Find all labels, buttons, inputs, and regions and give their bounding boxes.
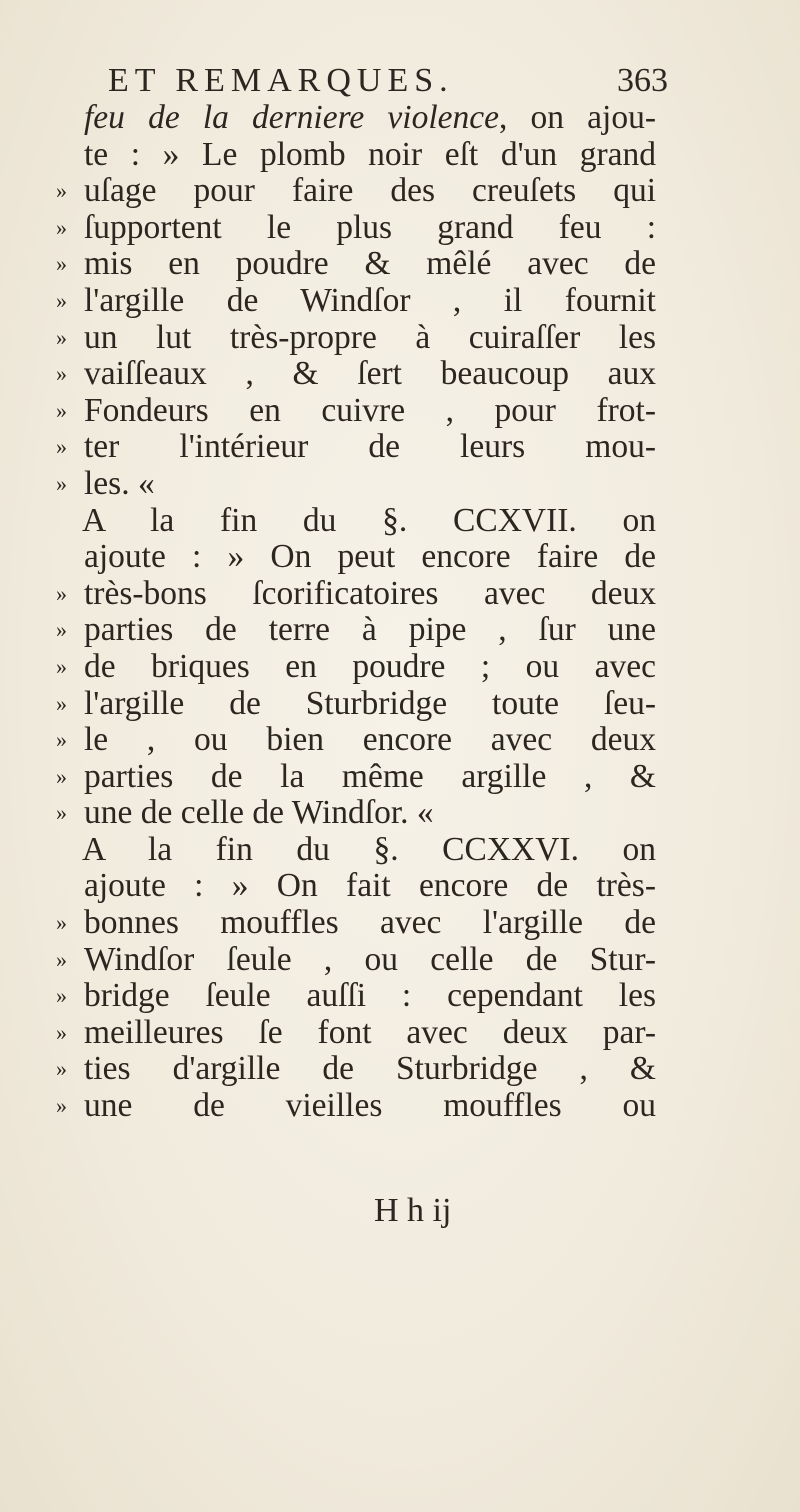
quote-mark — [56, 100, 84, 137]
text-line — [56, 320, 656, 357]
text-line — [56, 429, 656, 466]
text-line — [56, 612, 656, 649]
signature-mark: H h ij — [374, 1192, 452, 1229]
quote-mark: » — [56, 434, 67, 460]
line-text — [84, 100, 656, 137]
line-text: l'argille de Sturbridge toute ſeu- — [84, 684, 656, 722]
text-line — [56, 246, 656, 283]
line-text: ter l'intérieur de leurs mou- — [84, 428, 656, 466]
text-line — [56, 759, 656, 796]
text-line — [56, 356, 656, 393]
quote-mark: » — [56, 470, 67, 496]
line-text: A la fin du §. CCXXVI. on — [82, 830, 656, 868]
line-text: A la fin du §. CCXVII. on — [82, 501, 656, 539]
line-text: parties de la même argille , & — [84, 757, 656, 795]
line-text: Windſor ſeule , ou celle de Stur- — [84, 940, 656, 978]
running-title: ET REMARQUES. — [108, 62, 454, 99]
body-text — [56, 100, 656, 1125]
line-text: une de celle de Windſor. « — [84, 794, 434, 832]
text-line — [56, 137, 656, 174]
quote-mark: » — [56, 580, 67, 606]
line-text: Fondeurs en cuivre , pour frot- — [84, 391, 656, 429]
text-line — [56, 942, 656, 979]
text-line — [56, 1088, 656, 1125]
text-line — [56, 649, 656, 686]
quote-mark: » — [56, 983, 67, 1009]
quote-mark: » — [56, 1056, 67, 1082]
line-text: mis en poudre & mêlé avec de — [84, 245, 656, 283]
text-line — [56, 1015, 656, 1052]
quote-mark — [56, 137, 84, 174]
quote-mark: » — [56, 214, 67, 240]
quote-mark: » — [56, 910, 67, 936]
quote-mark: » — [56, 1019, 67, 1045]
text-line — [56, 868, 656, 905]
line-text: l'argille de Windſor , il fournit — [84, 281, 656, 319]
text-line — [56, 173, 656, 210]
quote-mark: » — [56, 946, 67, 972]
quote-mark — [56, 868, 84, 905]
text-line — [56, 283, 656, 320]
text-line — [56, 466, 656, 503]
text-line — [56, 576, 656, 613]
quote-mark: » — [56, 361, 67, 387]
line-text: parties de terre à pipe , ſur une — [84, 611, 656, 649]
line-text: te : » Le plomb noir eſt d'un grand — [84, 135, 656, 173]
quote-mark: » — [56, 617, 67, 643]
line-text: ajoute : » On fait encore de très- — [84, 867, 656, 905]
quote-mark: » — [56, 287, 67, 313]
line-text: bridge ſeule auſſi : cependant les — [84, 977, 656, 1015]
text-line — [56, 393, 656, 430]
text-line — [56, 503, 656, 540]
text-line — [56, 539, 656, 576]
quote-mark: » — [56, 727, 67, 753]
line-text: meilleures ſe font avec deux par- — [84, 1013, 656, 1051]
line-text: ſupportent le plus grand feu : — [84, 208, 656, 246]
page-number: 363 — [617, 62, 668, 99]
text-line — [56, 210, 656, 247]
text-line — [56, 905, 656, 942]
running-header — [108, 62, 668, 102]
line-text: les. « — [84, 464, 155, 502]
text-line — [56, 1051, 656, 1088]
quote-mark: » — [56, 763, 67, 789]
text-line — [56, 795, 656, 832]
line-text: de briques en poudre ; ou avec — [84, 647, 656, 685]
quote-mark: » — [56, 800, 67, 826]
line-text: ties d'argille de Sturbridge , & — [84, 1050, 656, 1088]
text-line — [56, 832, 656, 869]
quote-mark — [56, 539, 84, 576]
quote-mark: » — [56, 324, 67, 350]
text-line — [56, 978, 656, 1015]
text-line — [56, 722, 656, 759]
quote-mark: » — [56, 1093, 67, 1119]
line-text: vaiſſeaux , & ſert beaucoup aux — [84, 355, 656, 393]
line-text: uſage pour faire des creuſets qui — [84, 172, 656, 210]
text-line — [56, 686, 656, 723]
line-text: une de vieilles mouffles ou — [84, 1087, 656, 1125]
line-text: très-bons ſcorificatoires avec deux — [84, 574, 656, 612]
italic-text: feu de la derniere violence — [84, 99, 499, 136]
quote-mark: » — [56, 690, 67, 716]
line-text: un lut très-propre à cuiraſſer les — [84, 318, 656, 356]
text-line — [56, 100, 656, 137]
quote-mark: » — [56, 653, 67, 679]
quote-mark: » — [56, 178, 67, 204]
line-text-rest: , on ajou- — [499, 99, 656, 136]
line-text: bonnes mouffles avec l'argille de — [84, 904, 656, 942]
line-text: ajoute : » On peut encore faire de — [84, 538, 656, 576]
quote-mark: » — [56, 397, 67, 423]
line-text: le , ou bien encore avec deux — [84, 721, 656, 759]
quote-mark: » — [56, 251, 67, 277]
